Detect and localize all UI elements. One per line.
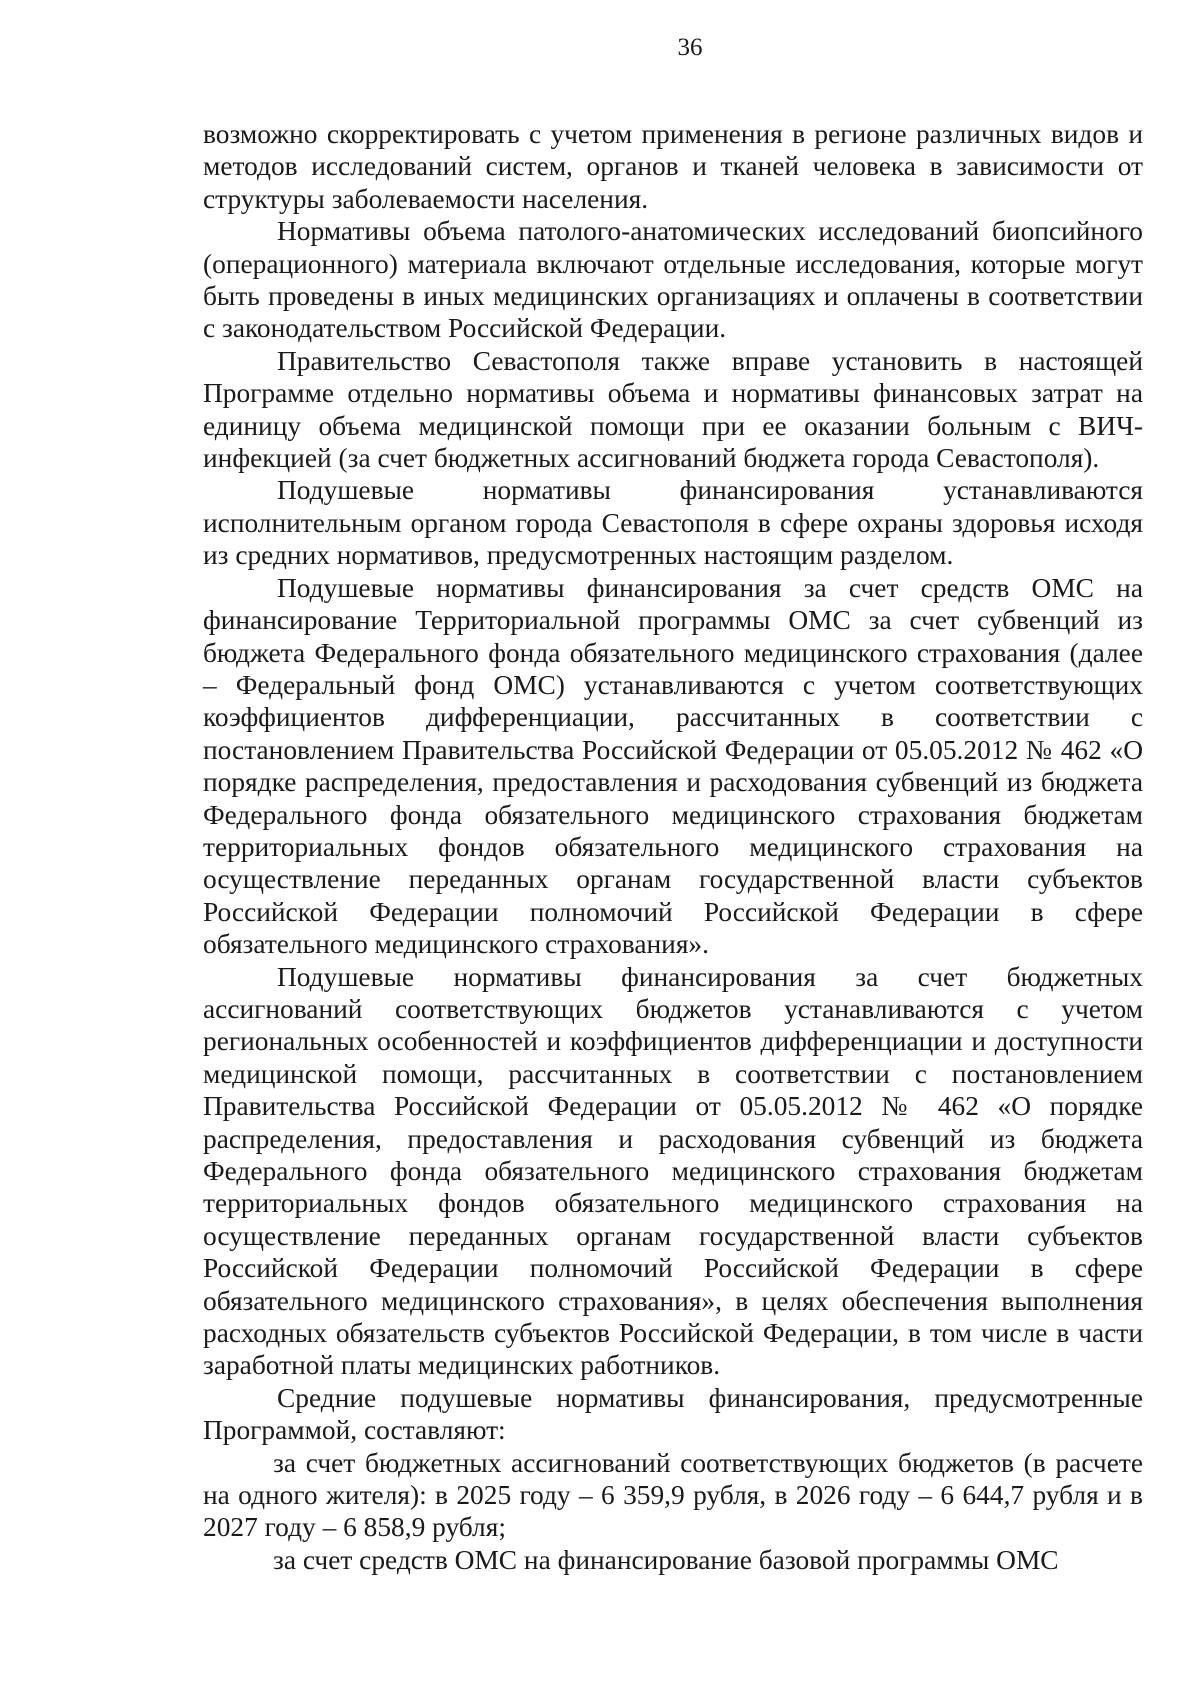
document-body xyxy=(203,118,1143,1576)
paragraph: Средние подушевые нормативы финансирования, предусмотренные Программой, составляют: xyxy=(203,1382,1143,1446)
paragraph: за счет бюджетных ассигнований соответствующих бюджетов (в расчете на одного жителя): в 2025 году – 6 359,9 рубля, в 2026 году – 6 644,7 рубля и в 2027 году – 6 858,9 рубля; xyxy=(203,1447,1143,1543)
paragraph: Подушевые нормативы финансирования устанавливаются исполнительным органом города Севастополя в сфере охраны здоровья исходя из средних нормативов, предусмотренных настоящим разделом. xyxy=(203,475,1143,571)
paragraph: Правительство Севастополя также вправе установить в настоящей Программе отдельно нормативы объема и нормативы финансовых затрат на единицу объема медицинской помощи при ее оказании больным с ВИЧ-инфекцией (за счет бюджетных ассигнований бюджета города Севастополя). xyxy=(203,345,1143,474)
page-number: 36 xyxy=(677,34,703,61)
paragraph: Подушевые нормативы финансирования за счет бюджетных ассигнований соответствующих бюджетов устанавливаются с учетом региональных особенностей и коэффициентов дифференциации и доступности медицинской помощи, рассчитанных в соответствии с постановлением Правительства Российской Федерации от 05.05.2012 № 462 «О порядке распределения, предоставления и расходования субвенций из бюджета Федерального фонда обязательного медицинского страхования бюджетам территориальных фондов обязательного медицинского страхования на осуществление переданных органам государственной власти субъектов Российской Федерации полномочий Российской Федерации в сфере обязательного медицинского страхования», в целях обеспечения выполнения расходных обязательств субъектов Российской Федерации, в том числе в части заработной платы медицинских работников. xyxy=(203,961,1143,1381)
paragraph: за счет средств ОМС на финансирование базовой программы ОМС xyxy=(273,1544,1059,1575)
paragraph: возможно скорректировать с учетом применения в регионе различных видов и методов исследований систем, органов и тканей человека в зависимости от структуры заболеваемости населения. xyxy=(203,119,1143,214)
paragraph: Нормативы объема патолого-анатомических исследований биопсийного (операционного) материала включают отдельные исследования, которые могут быть проведены в иных медицинских организациях и оплачены в соответствии с законодательством Российской Федерации. xyxy=(203,216,1143,344)
paragraph: Подушевые нормативы финансирования за счет средств ОМС на финансирование Территориальной программы ОМС за счет субвенций из бюджета Федерального фонда обязательного медицинского страхования (далее – Федеральный фонд ОМС) устанавливаются с учетом соответствующих коэффициентов дифференциации, рассчитанных в соответствии с постановлением Правительства Российской Федерации от 05.05.2012 № 462 «О порядке распределения, предоставления и расходования субвенций из бюджета Федерального фонда обязательного медицинского страхования бюджетам территориальных фондов обязательного медицинского страхования на осуществление переданных органам государственной власти субъектов Российской Федерации полномочий Российской Федерации в сфере обязательного медицинского страхования». xyxy=(203,572,1143,960)
